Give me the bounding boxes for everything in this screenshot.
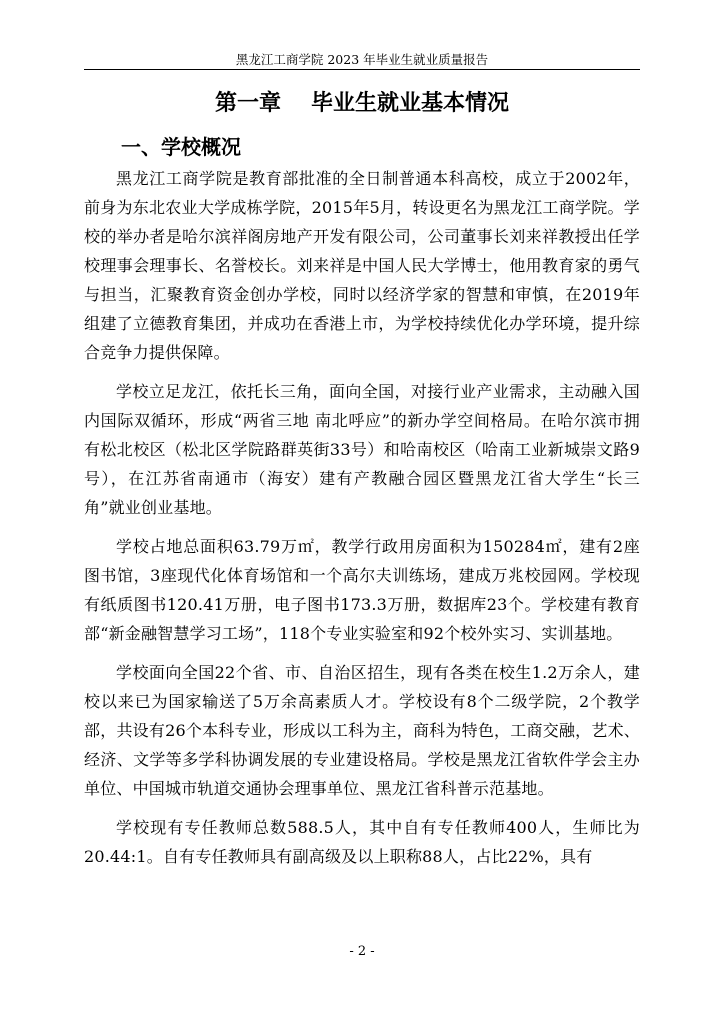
paragraph-school-overview: 黑龙江工商学院是教育部批准的全日制普通本科高校，成立于2002年，前身为东北农业大学成栋学院，2015年5月，转设更名为黑龙江工商学院。学校的举办者是哈尔滨祥阁房地产开发有限公司，公司董事长刘来祥教授出任学校理事会理事长、名誉校长。刘来祥是中国人民大学博士，他用教育家的勇气与担当，汇聚教育资金创办学校，同时以经济学家的智慧和审慎，在2019年组建了立德教育集团，并成功在香港上市，为学校持续优化办学环境，提升综合竞争力提供保障。	[84, 169, 640, 362]
paragraph-faculty: 学校现有专任教师总数588.5人，其中自有专任教师400人，生师比为20.44:1。自有专任教师具有副高级及以上职称88人，占比22%，具有	[84, 818, 640, 866]
running-header: 黑龙江工商学院 2023 年毕业生就业质量报告	[235, 52, 489, 67]
chapter-name: 毕业生就业基本情况	[311, 90, 510, 116]
body-text	[84, 164, 640, 881]
header-divider	[84, 69, 640, 70]
chapter-number: 第一章	[214, 90, 281, 116]
chapter-title	[0, 89, 724, 117]
paragraph-facilities: 学校占地总面积63.79万㎡，教学行政用房面积为150284㎡，建有2座图书馆，3座现代化体育场馆和一个高尔夫训练场，建成万兆校园网。学校现有纸质图书120.41万册，电子图书173.3万册，数据库23个。学校建有教育部“新金融智慧学习工场”，118个专业实验室和92个校外实习、实训基地。	[84, 537, 640, 643]
paragraph-enrollment: 学校面向全国22个省、市、自治区招生，现有各类在校生1.2万余人，建校以来已为国家输送了5万余高素质人才。学校设有8个二级学院，2个教学部，共设有26个本科专业，形成以工科为主，商科为特色，工商交融，艺术、经济、文学等多学科协调发展的专业建设格局。学校是黑龙江省软件学会主办单位、中国城市轨道交通协会理事单位、黑龙江省科普示范基地。	[84, 663, 640, 798]
paragraph-campus-layout: 学校立足龙江，依托长三角，面向全国，对接行业产业需求，主动融入国内国际双循环，形成“两省三地 南北呼应”的新办学空间格局。在哈尔滨市拥有松北校区（松北区学院路群英街33号）和哈南校区（哈南工业新城崇文路9号），在江苏省南通市（海安）建有产教融合园区暨黑龙江省大学生“长三角”就业创业基地。	[84, 382, 640, 517]
page-number: - 2 -	[349, 944, 375, 959]
section-heading: 一、学校概况	[121, 135, 241, 159]
